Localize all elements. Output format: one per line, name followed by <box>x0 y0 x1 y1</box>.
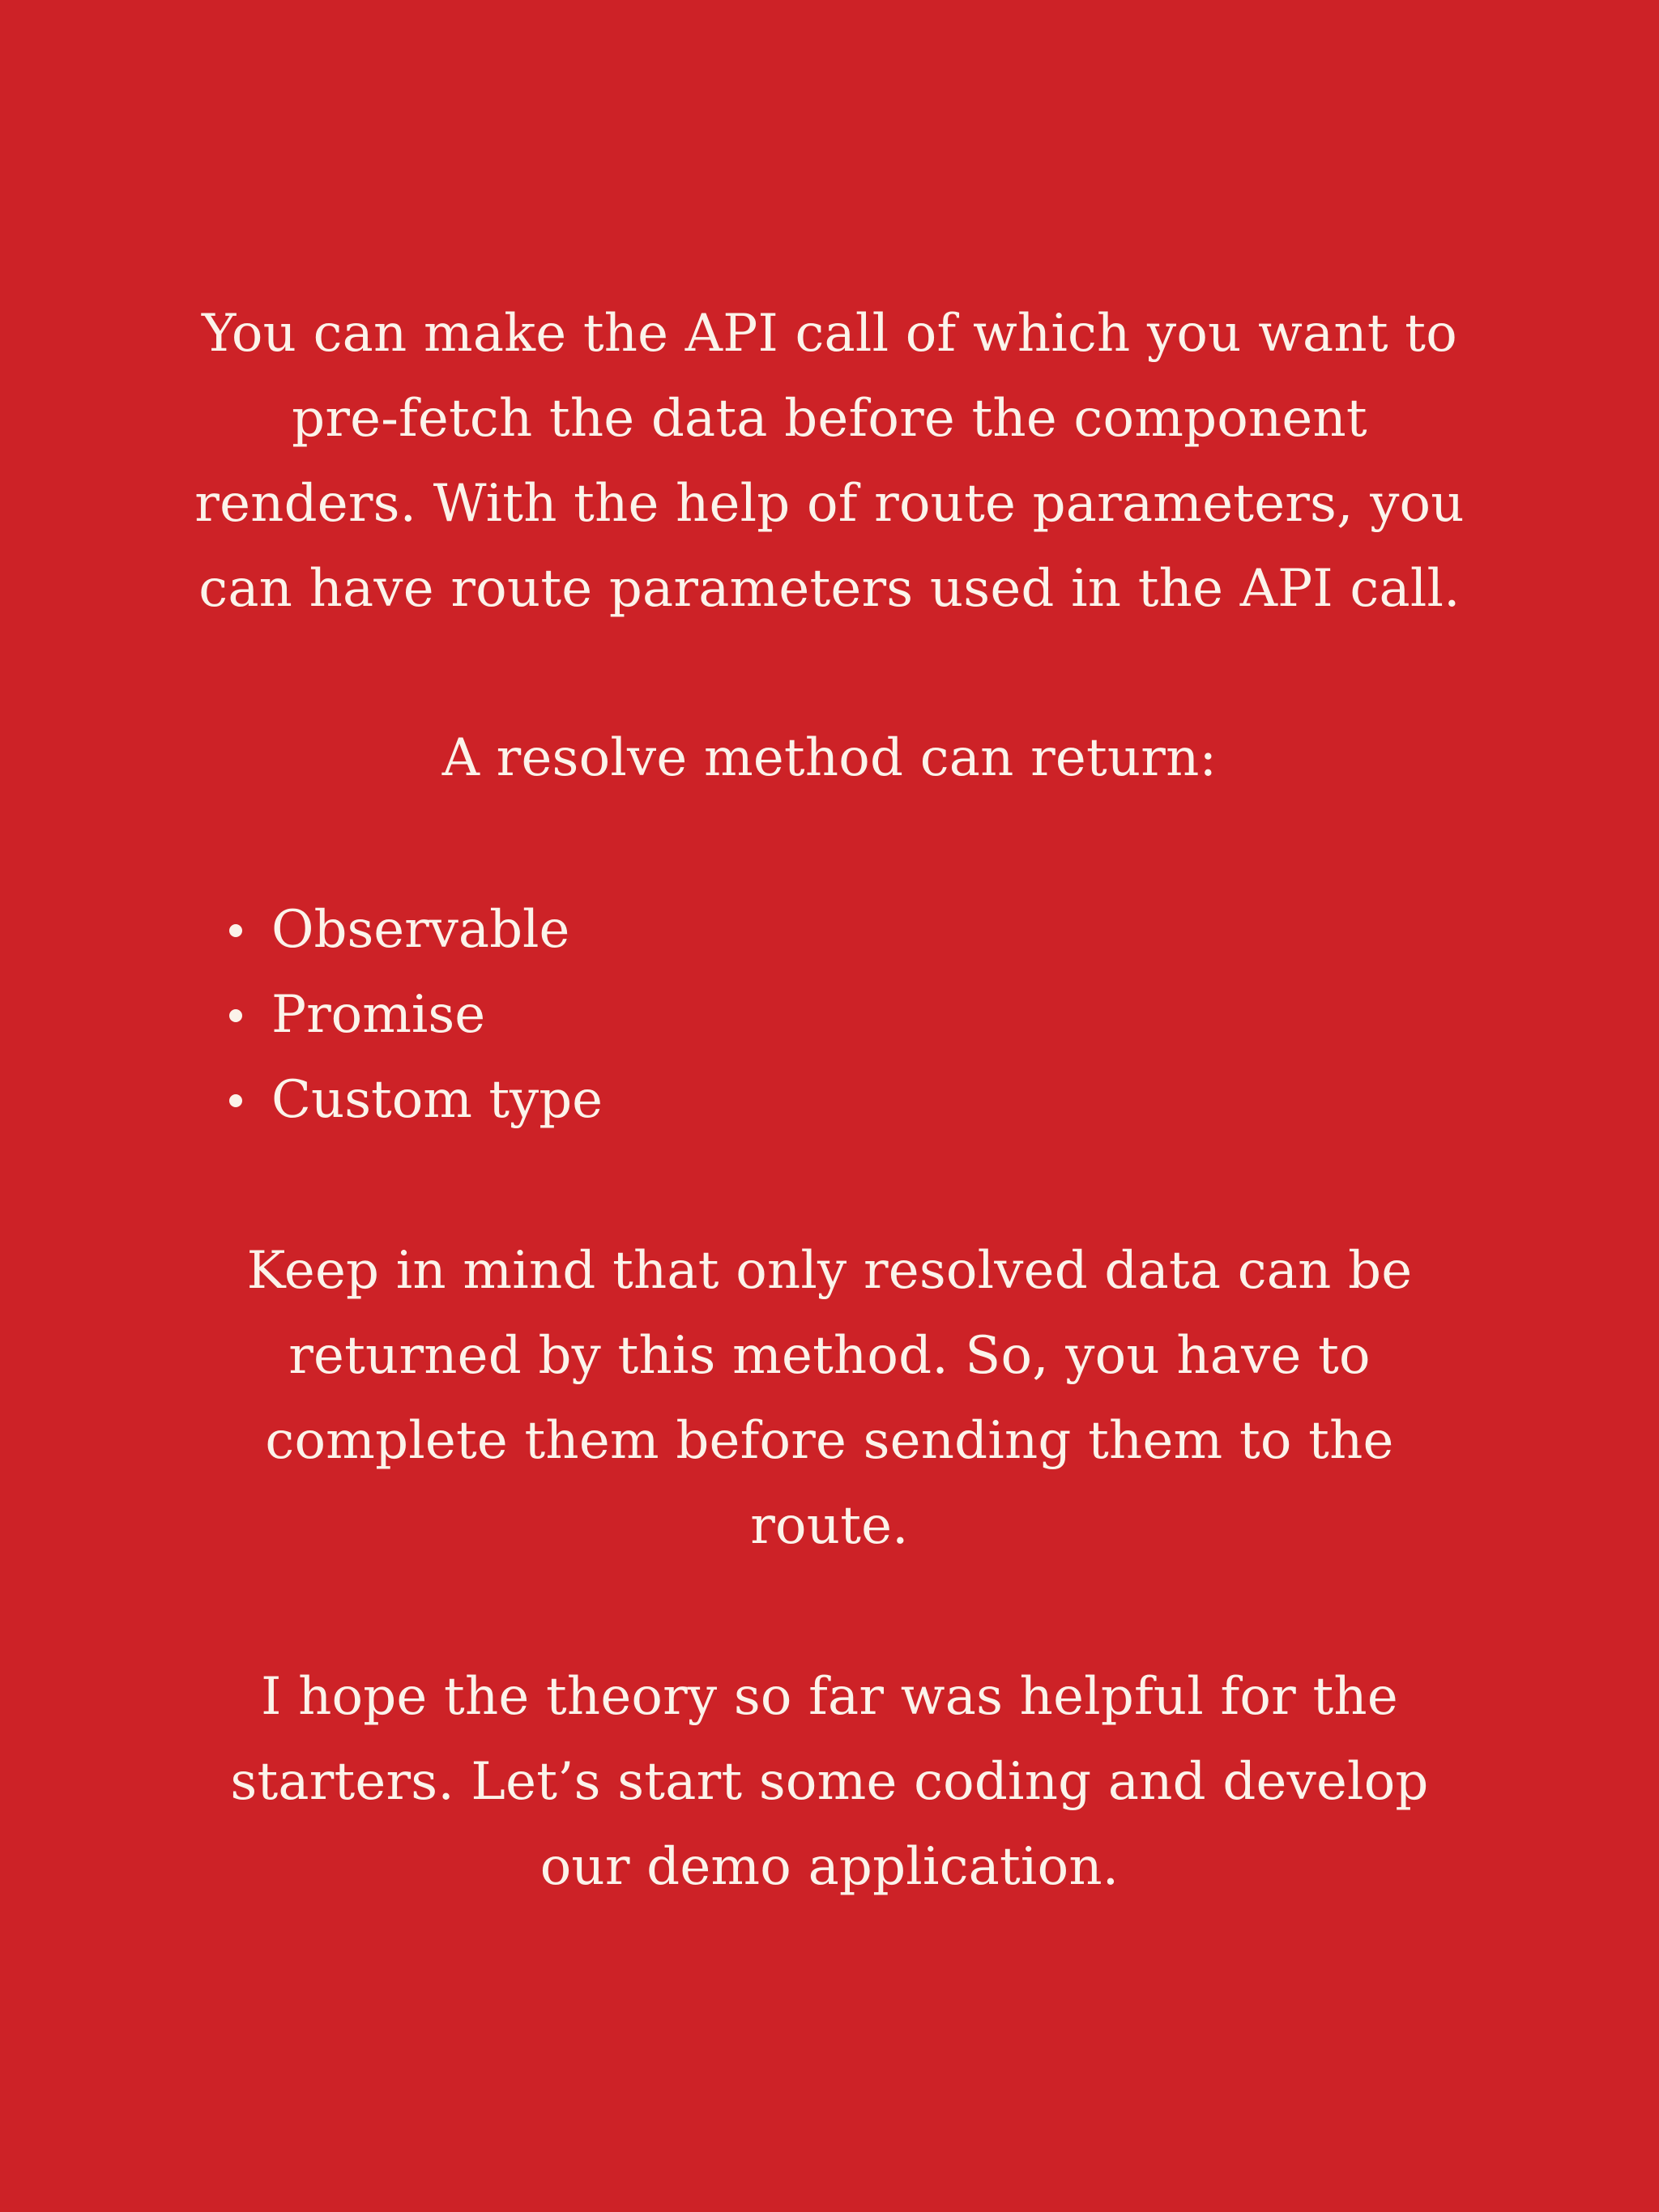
note-line: returned by this method. So, you have to <box>288 1326 1371 1386</box>
bullet-icon <box>229 1094 242 1107</box>
list-item <box>223 1058 603 1143</box>
list-item <box>223 973 603 1058</box>
note-line: complete them before sending them to the <box>265 1411 1394 1471</box>
note-paragraph <box>146 1229 1513 1569</box>
closing-paragraph <box>146 1655 1513 1910</box>
intro-line: You can make the API call of which you want to <box>202 304 1457 364</box>
list-item-label: Observable <box>271 900 570 960</box>
intro-line: can have route parameters used in the API call. <box>198 559 1461 619</box>
return-types-list <box>223 888 603 1143</box>
intro-line: renders. With the help of route parameters, you <box>194 474 1465 534</box>
note-line: route. <box>750 1496 909 1556</box>
list-item-label: Custom type <box>271 1070 603 1130</box>
list-item-label: Promise <box>271 985 486 1045</box>
list-heading-text: A resolve method can return: <box>441 728 1218 788</box>
note-line: Keep in mind that only resolved data can be <box>246 1241 1413 1301</box>
bullet-icon <box>229 924 242 937</box>
list-item <box>223 888 603 973</box>
closing-line: I hope the theory so far was helpful for the <box>261 1667 1398 1727</box>
intro-paragraph <box>146 292 1513 632</box>
list-heading <box>146 716 1513 801</box>
closing-line: our demo application. <box>539 1837 1120 1897</box>
bullet-icon <box>229 1009 242 1022</box>
closing-line: starters. Let’s start some coding and develop <box>230 1752 1429 1812</box>
intro-line: pre-fetch the data before the component <box>292 389 1367 449</box>
